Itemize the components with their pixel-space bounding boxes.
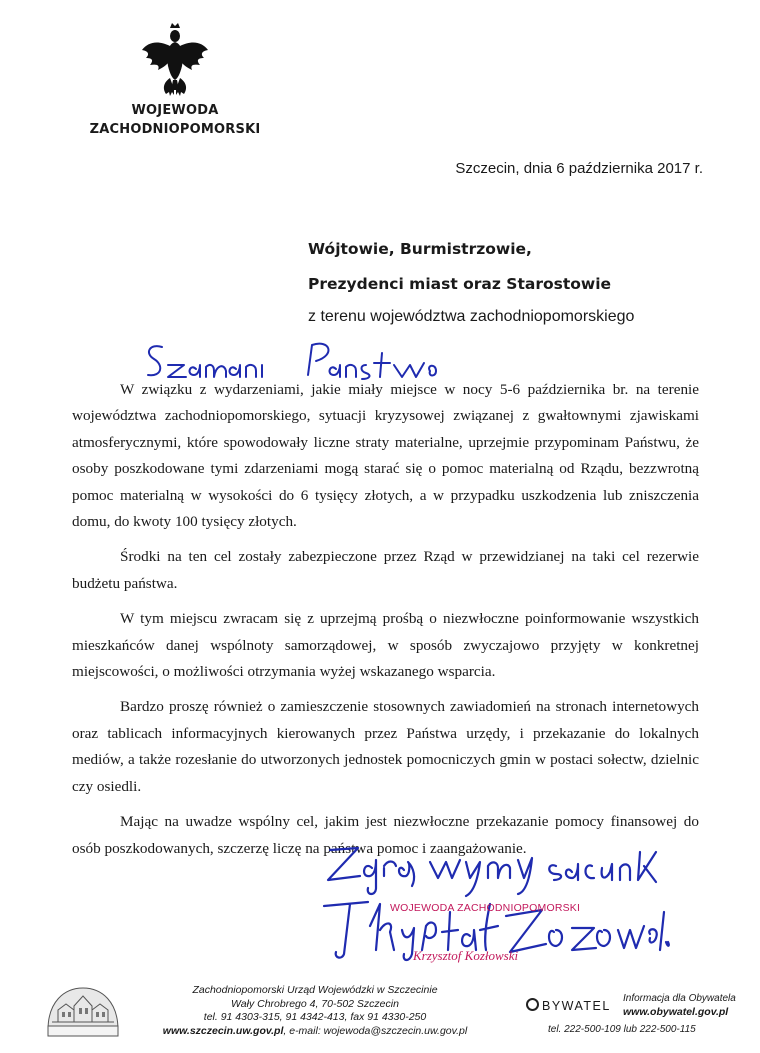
body-paragraph-1: W związku z wydarzeniami, jakie miały miejsce w nocy 5-6 października br. na terenie województwa zachodniopomorskiego, sytuacji kryzysowej związanej z gwałtownymi zjawiskami atmosferycznymi, które spowodowały liczne straty materialne, uprzejmie przypominam Państwu, że osoby poszkodowane tymi zdarzeniami mogą starać się o pomoc materialną od Rządu, bezzwrotną pomoc materialną w wysokości do 6 tysięcy złotych, a w przypadku uszkodzenia lub zniszczenia domu, do kwoty 100 tysięcy złotych. [72, 381, 699, 531]
recipient-line-3: z terenu województwa zachodniopomorskiego [308, 308, 635, 325]
stamp-name: Krzysztof Kozłowski [413, 948, 519, 963]
letter-body [72, 377, 699, 871]
footer-website-link[interactable]: www.szczecin.uw.gov.pl [162, 1024, 284, 1037]
obywatel-o-icon [526, 998, 539, 1011]
info-phone: tel. 222-500-109 lub 222-500-115 [548, 1024, 696, 1035]
footer-contact-line [140, 1025, 490, 1039]
letter-date: Szczecin, dnia 6 października 2017 r. [455, 160, 703, 177]
building-emblem-icon [44, 982, 122, 1040]
footer-email[interactable]: , e-mail: wojewoda@szczecin.uw.gov.pl [283, 1024, 468, 1037]
stamp-title: WOJEWODA ZACHODNIOPOMORSKI [390, 902, 581, 914]
white-eagle-emblem-icon [140, 20, 210, 100]
office-line-2: ZACHODNIOPOMORSKI [89, 122, 261, 137]
footer-address-line-1: Zachodniopomorski Urząd Wojewódzki w Szczecinie [192, 984, 438, 996]
footer-address [140, 984, 490, 1038]
office-line-1: WOJEWODA [131, 103, 219, 118]
recipient-line-1: Wójtowie, Burmistrzowie, [308, 240, 532, 258]
footer-address-line-3: tel. 91 4303-315, 91 4342-413, fax 91 4330-250 [203, 1011, 427, 1023]
obywatel-label: BYWATEL [542, 999, 611, 1013]
office-title [75, 101, 275, 139]
recipient-line-2: Prezydenci miast oraz Starostowie [308, 275, 612, 293]
footer-address-line-2: Wały Chrobrego 4, 70-502 Szczecin [231, 997, 399, 1010]
obywatel-logo [526, 998, 611, 1013]
body-paragraph-4: Bardzo proszę również o zamieszczenie stosownych zawiadomień na stronach internetowych oraz tablicach informacyjnych kierowanych przez Państwa urzędy, i przekazanie do lokalnych mediów, a także rozesłanie do utworzonych jednostek pomocniczych gmin w postaci sołectw, dzielnic czy osiedli. [72, 698, 699, 795]
info-label: Informacja dla Obywatela [623, 993, 736, 1004]
body-paragraph-3: W tym miejscu zwracam się z uprzejmą prośbą o niezwłoczne poinformowanie wszystkich mieszkańców danej wspólnoty samorządowej, w sposób zwyczajowo przyjęty w konkretnej miejscowości, o możliwości otrzymania wyżej wskazanego wsparcia. [72, 610, 699, 681]
body-paragraph-5: Mając na uwadze wspólny cel, jakim jest niezwłoczne przekazanie pomocy finansowej do osób poszkodowanych, szczerzę liczę na państwa pomoc i zaangażowanie. [72, 813, 699, 857]
info-website-link[interactable]: www.obywatel.gov.pl [623, 1006, 729, 1018]
body-paragraph-2: Środki na ten cel zostały zabezpieczone przez Rząd w przewidzianej na taki cel rezerwie budżetu państwa. [72, 548, 699, 592]
